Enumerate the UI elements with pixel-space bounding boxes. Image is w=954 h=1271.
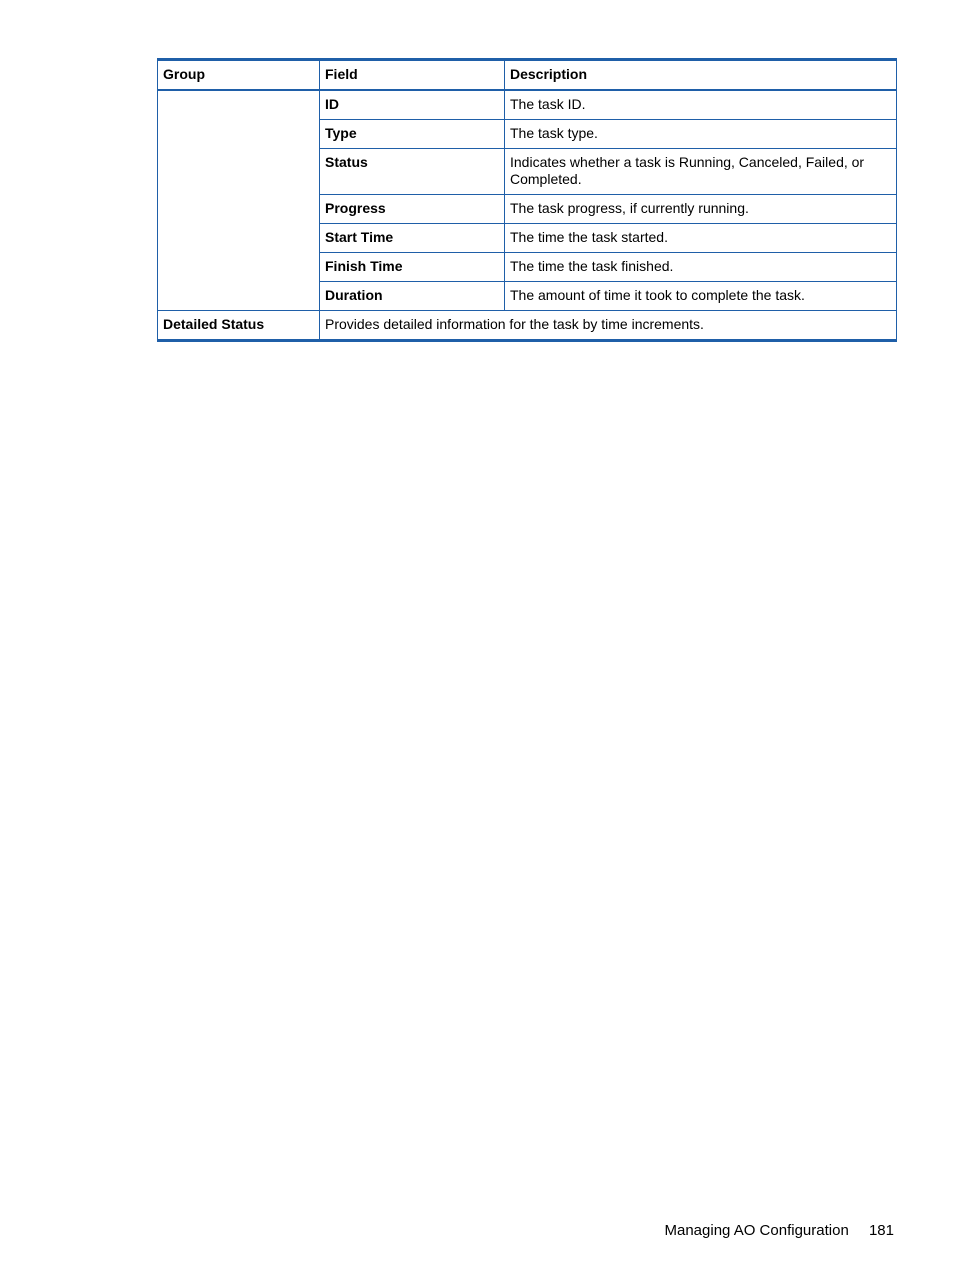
field-cell: ID (320, 90, 505, 120)
description-cell: The time the task finished. (505, 253, 897, 282)
header-group: Group (158, 60, 320, 91)
page-number: 181 (868, 1222, 894, 1239)
detailed-status-description: Provides detailed information for the task by time increments. (320, 311, 897, 341)
field-cell: Duration (320, 282, 505, 311)
field-cell: Start Time (320, 224, 505, 253)
header-field: Field (320, 60, 505, 91)
description-cell: The task type. (505, 120, 897, 149)
description-cell: The amount of time it took to complete the task. (505, 282, 897, 311)
detailed-status-row (158, 311, 897, 341)
description-cell: The time the task started. (505, 224, 897, 253)
field-description-table (157, 58, 897, 342)
table-row (158, 90, 897, 120)
description-cell: The task progress, if currently running. (505, 195, 897, 224)
field-cell: Progress (320, 195, 505, 224)
field-cell: Status (320, 149, 505, 195)
group-cell-empty (158, 90, 320, 311)
field-cell: Finish Time (320, 253, 505, 282)
table-header-row (158, 60, 897, 91)
header-description: Description (505, 60, 897, 91)
footer-section-title: Managing AO Configuration (664, 1222, 849, 1239)
page-footer (665, 1222, 895, 1239)
description-cell: Indicates whether a task is Running, Canceled, Failed, or Completed. (505, 149, 897, 195)
field-cell: Type (320, 120, 505, 149)
description-cell: The task ID. (505, 90, 897, 120)
group-cell-detailed-status: Detailed Status (158, 311, 320, 341)
